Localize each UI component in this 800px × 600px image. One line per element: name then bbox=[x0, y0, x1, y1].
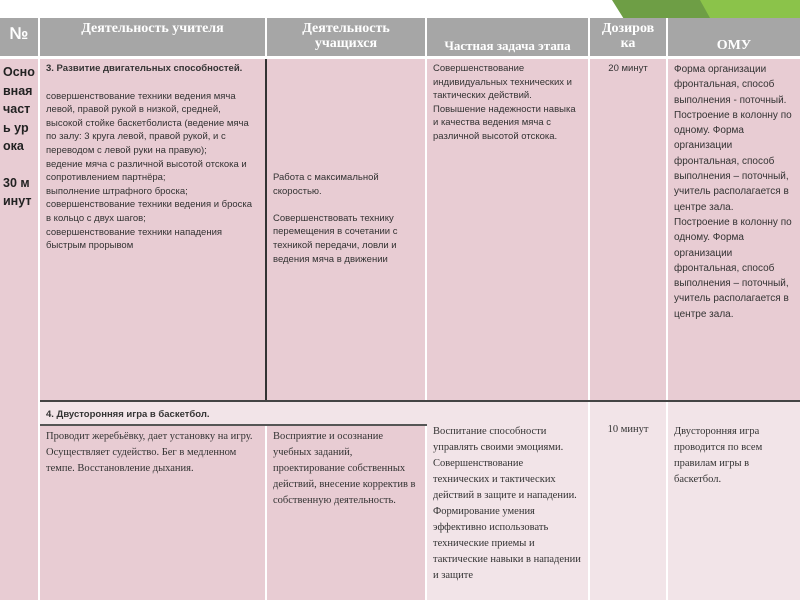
stage-time: 30 минут bbox=[3, 175, 32, 208]
stage-cell bbox=[0, 59, 40, 600]
row1-teacher-text: совершенствование техники ведения мяча левой, правой рукой в низкой, средней, высокой стойке баскетболиста (ведение мяча по залу: 3 круга левой, правой рукой, и с переводом с левой руки на правую); ведение мяча с различной высотой отскока и сопротивлением партнёра; выполнение штрафного броска; совершенствование техники ведения и броска в кольцо с двух шагов; совершенствование техники нападения быстрым прорывом bbox=[46, 90, 253, 252]
header-task: Частная задача этапа bbox=[427, 18, 590, 56]
header-dose: Дозировка bbox=[590, 18, 668, 56]
row2-students: Восприятие и осознание учебных заданий, проектирование собственных действий, внесение корректив в собственную деятельность. bbox=[267, 426, 427, 600]
row1-teacher-title: 3. Развитие двигательных способностей. bbox=[46, 63, 243, 74]
row1-omu: Форма организации фронтальная, способ выполнения - поточный. Построение в колонну по одному. Форма организации фронтальная, способ выполнения – поточный, учитель располагается в центре зала. Построение в колонну по одному. Форма организации фронтальная, способ выполнения – поточный, учитель располагается в центре зала. bbox=[668, 59, 800, 400]
header-omu: ОМУ bbox=[668, 18, 800, 56]
header-students: Деятельность учащихся bbox=[267, 18, 427, 56]
row2-omu: Двусторонняя игра проводится по всем правилам игры в баскетбол. bbox=[668, 402, 800, 600]
row1-students: Работа с максимальной скоростью. Совершенствовать технику перемещения в сочетании с техникой передачи, ловли и ведения мяча в движении bbox=[267, 59, 427, 400]
row1-teacher bbox=[40, 59, 267, 400]
row1-dose: 20 минут bbox=[590, 59, 668, 400]
row2-dose: 10 минут bbox=[590, 402, 668, 600]
row2-title: 4. Двусторонняя игра в баскетбол. bbox=[40, 402, 427, 426]
header-num: № bbox=[0, 18, 40, 56]
stage-label: Основная часть урока bbox=[3, 65, 35, 153]
row2-task: Воспитание способности управлять своими эмоциями. Совершенствование технических и тактических действий в защите и нападении. Формирование умения эффективно использовать технические приемы и тактические навыки в нападении и защите bbox=[427, 402, 590, 600]
row1-task: Совершенствование индивидуальных технических и тактических действий. Повышение надежности навыка и качества ведения мяча с различной высотой отскока. bbox=[427, 59, 590, 400]
decorative-shape bbox=[700, 0, 800, 18]
row2-teacher: Проводит жеребьёвку, дает установку на игру. Осуществляет судейство. Бег в медленном темпе. Восстановление дыхания. bbox=[40, 426, 267, 600]
header-teacher: Деятельность учителя bbox=[40, 18, 267, 56]
